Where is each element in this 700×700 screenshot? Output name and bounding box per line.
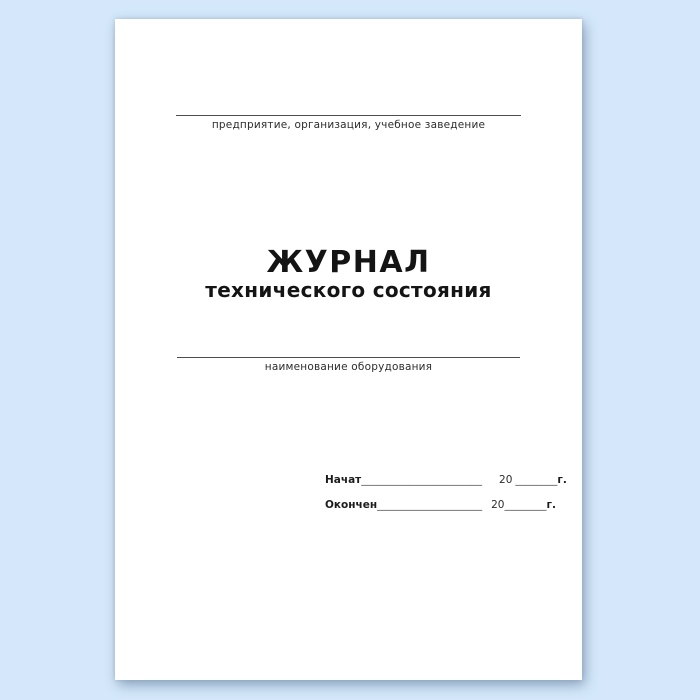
- organization-line-caption: предприятие, организация, учебное заведение: [211, 119, 486, 131]
- journal-cover-page: [115, 19, 582, 680]
- organization-fill-line: [176, 115, 521, 116]
- finished-year-suffix: г.: [546, 499, 556, 511]
- finished-year-prefix: 20: [491, 499, 505, 511]
- finished-fill-line: ____________________: [377, 499, 483, 511]
- started-year-fill-line: ________: [515, 474, 558, 486]
- started-fill-line: _______________________: [361, 474, 483, 486]
- journal-title: ЖУРНАЛ: [266, 245, 431, 280]
- started-year-prefix: 20: [499, 474, 513, 486]
- started-label: Начат: [325, 474, 362, 486]
- equipment-line-caption: наименование оборудования: [264, 361, 433, 373]
- journal-subtitle: технического состояния: [205, 278, 492, 302]
- equipment-fill-line: [177, 357, 520, 358]
- finished-year-fill-line: ________: [504, 499, 547, 511]
- started-year-suffix: г.: [557, 474, 567, 486]
- started-row: [325, 474, 567, 487]
- finished-label: Окончен: [325, 499, 378, 511]
- finished-row: [325, 499, 556, 512]
